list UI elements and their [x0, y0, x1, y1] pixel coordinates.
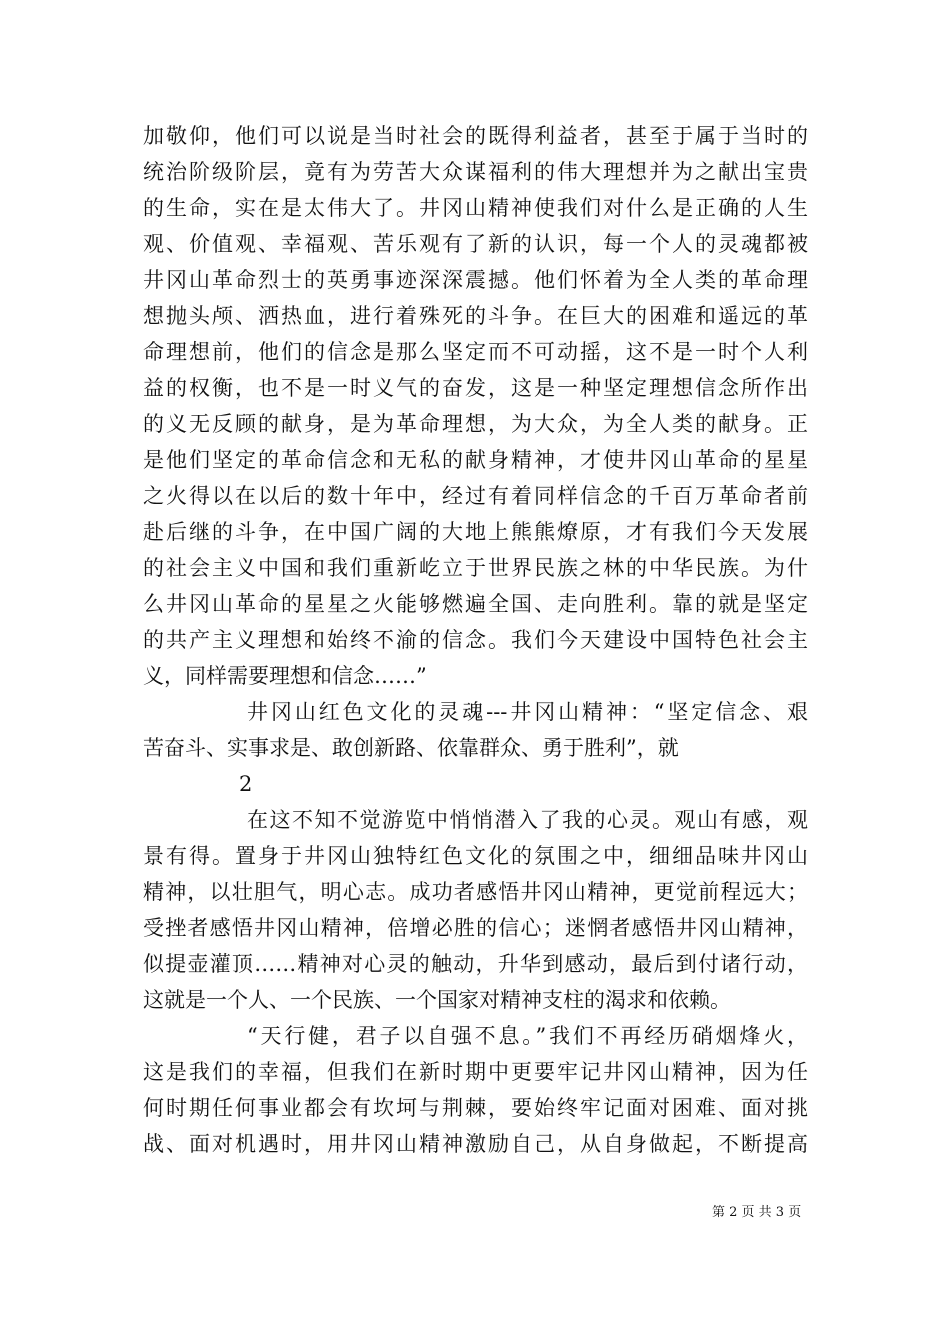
text-line: 的义无反顾的献身，是为革命理想，为大众，为全人类的献身。正 [143, 412, 808, 436]
page-footer: 第 2 页 共 3 页 [712, 1205, 802, 1220]
text-line: 统治阶级阶层，竟有为劳苦大众谋福利的伟大理想并为之献出宝贵 [143, 160, 808, 184]
text-line: 景有得。置身于井冈山独特红色文化的氛围之中，细细品味井冈山 [143, 844, 808, 868]
document-body [143, 118, 808, 1162]
text-line: 这就是一个人、一个民族、一个国家对精神支柱的渴求和依赖。 [143, 988, 731, 1012]
text-line: 义，同样需要理想和信念……” [143, 664, 427, 688]
text-line: 的社会主义中国和我们重新屹立于世界民族之林的中华民族。为什 [143, 556, 808, 580]
text-line: 苦奋斗、实事求是、敢创新路、依靠群众、勇于胜利”，就 [143, 736, 679, 760]
text-line: 战、面对机遇时，用井冈山精神激励自己，从自身做起，不断提高 [143, 1132, 808, 1156]
text-line: 的共产主义理想和始终不渝的信念。我们今天建设中国特色社会主 [143, 628, 808, 652]
text-line: 赴后继的斗争，在中国广阔的大地上熊熊燎原，才有我们今天发展 [143, 520, 808, 544]
text-line: 么井冈山革命的星星之火能够燃遍全国、走向胜利。靠的就是坚定 [143, 592, 808, 616]
paragraph-2 [143, 694, 808, 766]
text-line: 何时期任何事业都会有坎坷与荆棘，要始终牢记面对困难、面对挑 [143, 1096, 808, 1120]
text-line: 受挫者感悟井冈山精神，倍增必胜的信心；迷惘者感悟井冈山精神， [143, 916, 808, 940]
text-line: 井冈山革命烈士的英勇事迹深深震撼。他们怀着为全人类的革命理 [143, 268, 808, 292]
text-line: 之火得以在以后的数十年中，经过有着同样信念的千百万革命者前 [143, 484, 808, 508]
text-line: 观、价值观、幸福观、苦乐观有了新的认识，每一个人的灵魂都被 [143, 232, 808, 256]
paragraph-1 [143, 118, 808, 694]
text-line: 想抛头颅、洒热血，进行着殊死的斗争。在巨大的困难和遥远的革 [143, 304, 808, 328]
text-line: 似提壶灌顶……精神对心灵的触动，升华到感动，最后到付诸行动， [143, 952, 808, 976]
text-line: 在这不知不觉游览中悄悄潜入了我的心灵。观山有感，观 [247, 808, 808, 832]
inline-page-marker: 2 [239, 772, 253, 796]
text-line: “天行健，君子以自强不息。”我们不再经历硝烟烽火， [247, 1024, 808, 1048]
text-line: 的生命，实在是太伟大了。井冈山精神使我们对什么是正确的人生 [143, 196, 808, 220]
text-line: 命理想前，他们的信念是那么坚定而不可动摇，这不是一时个人利 [143, 340, 808, 364]
text-line: 益的权衡，也不是一时义气的奋发，这是一种坚定理想信念所作出 [143, 376, 808, 400]
text-line: 这是我们的幸福，但我们在新时期中更要牢记井冈山精神，因为任 [143, 1060, 808, 1084]
text-line: 精神，以壮胆气，明心志。成功者感悟井冈山精神，更觉前程远大； [143, 880, 808, 904]
paragraph-4 [143, 1018, 808, 1162]
text-line: 是他们坚定的革命信念和无私的献身精神，才使井冈山革命的星星 [143, 448, 808, 472]
text-line: 井冈山红色文化的灵魂---井冈山精神：“坚定信念、艰 [247, 700, 808, 724]
paragraph-3 [143, 802, 808, 1018]
text-line: 加敬仰，他们可以说是当时社会的既得利益者，甚至于属于当时的 [143, 124, 808, 148]
